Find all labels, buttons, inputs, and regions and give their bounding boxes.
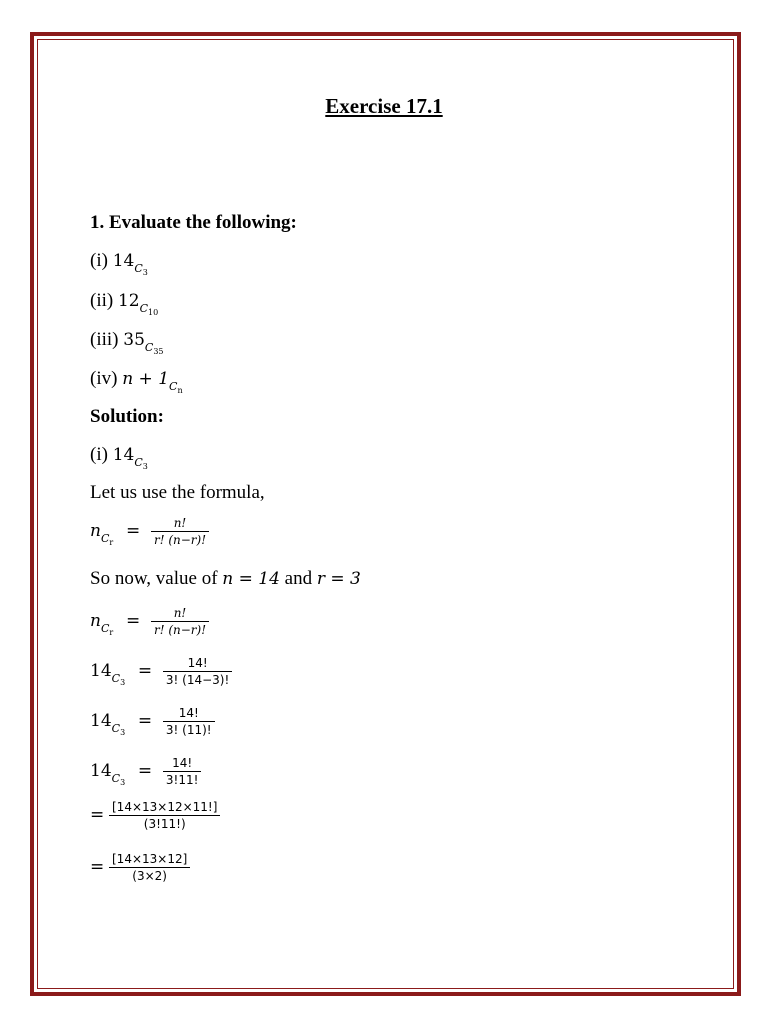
step-4: = $\frac{[14\times 13\times 12\times 11!]}{(3!11!)}$ — [90, 800, 220, 831]
question-heading: 1. Evaluate the following: — [90, 212, 297, 233]
formula-intro: Let us use the formula, — [90, 482, 265, 503]
solution-heading: Solution: — [90, 406, 164, 427]
values-line: So now, value of n = 14 and r = 3 — [90, 568, 361, 589]
step-fraction: $\frac{[14\times 13\times 12\times 11!]}{(3!11!)}$ — [109, 800, 220, 831]
question-item-3: (iii) $35_{C_{35}}$ — [90, 329, 164, 356]
step-2: $14_{C_3}$ = $\frac{14!}{3! (11)!}$ — [90, 706, 215, 737]
formula-line-repeat: $n_{C_r}$ = $\frac{n!}{r! (n-r)!}$ — [90, 606, 209, 637]
step-5: = $\frac{[14\times 13\times 12]}{(3\times 2)}$ — [90, 852, 190, 883]
step-1: $14_{C_3}$ = $\frac{14!}{3! (14-3)!}$ — [90, 656, 232, 687]
question-item-4: (iv) $n + 1_{C_n}$ — [90, 368, 183, 395]
question-item-1: (i) $14_{C_3}$ — [90, 250, 148, 277]
formula-fraction: $\frac{n!}{r! (n-r)!}$ — [151, 516, 209, 547]
step-fraction: $\frac{[14\times 13\times 12]}{(3\times 2)}$ — [109, 852, 190, 883]
formula-fraction: $\frac{n!}{r! (n-r)!}$ — [151, 606, 209, 637]
formula-line: $n_{C_r}$ = $\frac{n!}{r! (n-r)!}$ — [90, 516, 209, 547]
step-3: $14_{C_3}$ = $\frac{14!}{3!11!}$ — [90, 756, 201, 787]
exercise-title: Exercise 17.1 — [325, 94, 443, 118]
page-border-inner — [37, 39, 734, 989]
step-fraction: $\frac{14!}{3! (11)!}$ — [163, 706, 215, 737]
solution-part-label: (i) $14_{C_3}$ — [90, 444, 148, 471]
step-fraction: $\frac{14!}{3! (14-3)!}$ — [163, 656, 232, 687]
step-fraction: $\frac{14!}{3!11!}$ — [163, 756, 202, 787]
question-item-2: (ii) $12_{C_{10}}$ — [90, 290, 159, 317]
